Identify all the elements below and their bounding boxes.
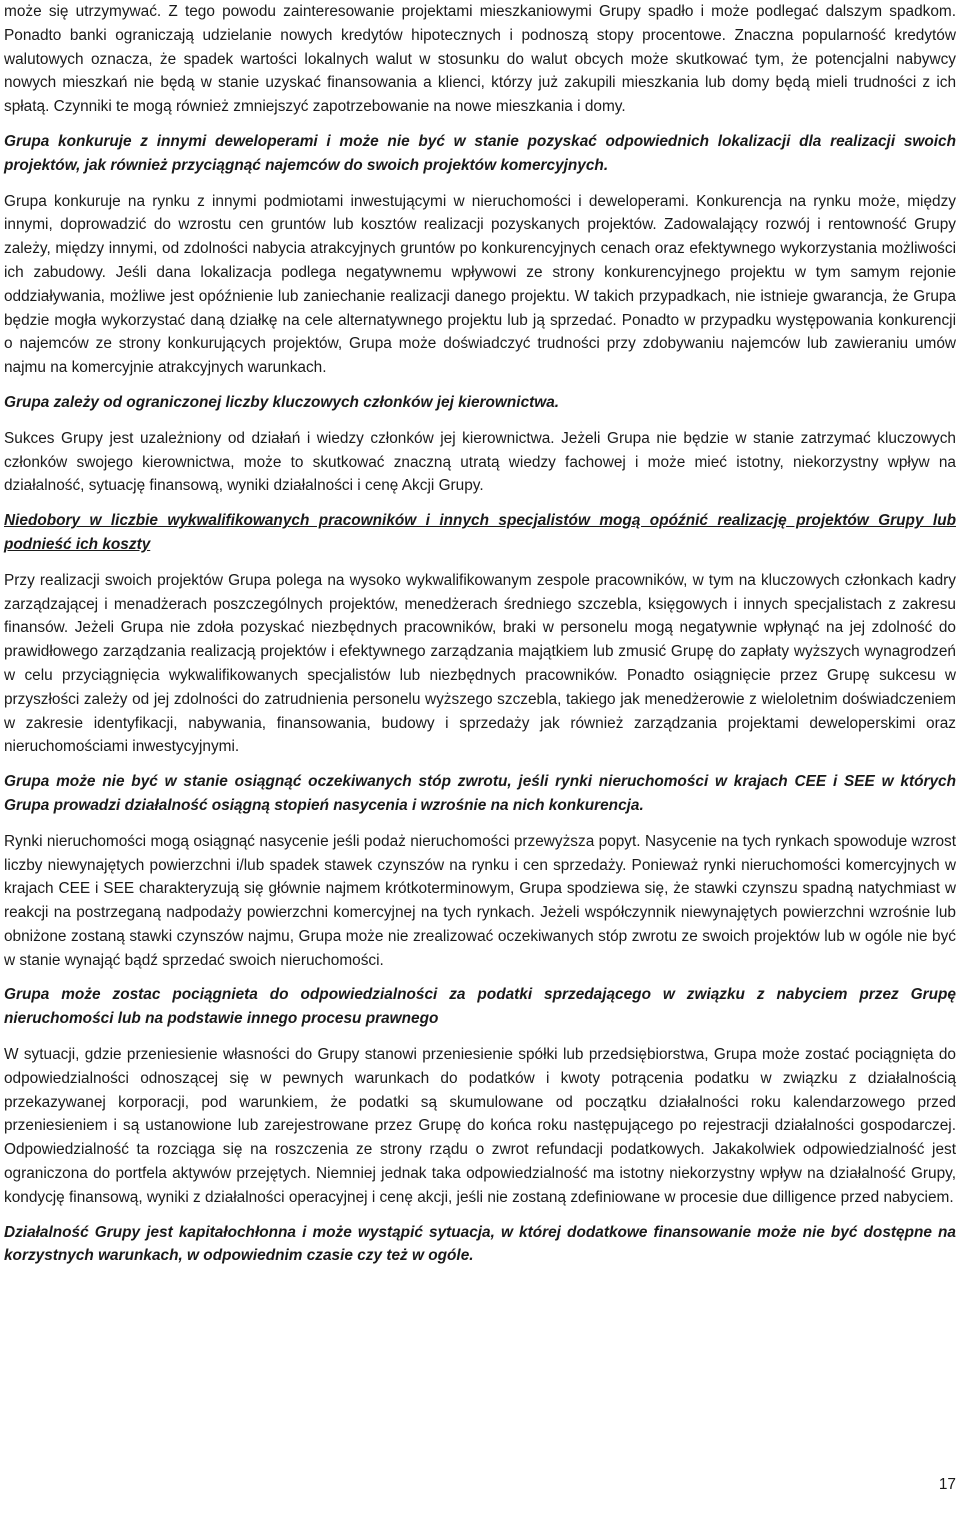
section-heading: Grupa może nie być w stanie osiągnąć oczekiwanych stóp zwrotu, jeśli rynki nieruchomości w krajach CEE i SEE w których Grupa prowadzi działalność osiągną stopień nasycenia i wzrośnie na nich konkurencja. [4, 773, 956, 814]
section-heading: Grupa zależy od ograniczonej liczby kluczowych członków jej kierownictwa. [4, 393, 560, 411]
document-page [4, 0, 956, 1280]
paragraph: Rynki nieruchomości mogą osiągnąć nasycenie jeśli podaż nieruchomości przewyższa popyt. Nasycenie na tych rynkach spowoduje wzrost liczby niewynajętych powierzchni i/lub spadek stawek czynszów na rynku i cen sprzedaży. Ponieważ rynki nieruchomości komercyjnych w krajach CEE i SEE charakteryzują się głównie najmem krótkoterminowym, Grupa spodziewa się, że stawki czynszu spadną natychmiast w reakcji na postrzeganą nadpodaży powierzchni komercyjnej na tych rynkach. Jeżeli współczynnik niewynajętych powierzchni wzrośnie lub obniżone zostaną stawki czynszów najmu, Grupa może nie zrealizować oczekiwanych stóp zwrotu ze swoich projektów lub w ogóle nie być w stanie wynająć bądź sprzedać swoich nieruchomości. [4, 832, 956, 969]
paragraph: Przy realizacji swoich projektów Grupa polega na wysoko wykwalifikowanym zespole pracowników, w tym na kluczowych członkach kadry zarządzającej i menadżerach poszczególnych projektów, menedżerach średniego szczebla, księgowych i innych specjalistach z zakresu finansów. Jeżeli Grupa nie zdoła pozyskać niezbędnych pracowników, braki w personelu mogą negatywnie wpłynąć na jej zdolność do prawidłowego zarządzania realizacją projektów i efektywnego zarządzania majątkiem lub zmusić Grupę do zapłaty wyższych wynagrodzeń w celu przyciągnięcia wykwalifikowanych specjalistów lub niezbędnych pracowników. Ponadto osiągnięcie przez Grupę sukcesu w przyszłości zależy od jej zdolności do zatrudnienia personelu wyższego szczebla, takiego jak menedżerowie z wieloletnim doświadczeniem w zakresie identyfikacji, nabywania, finansowania, budowy i sprzedaży jak również zarządzania projektami deweloperskimi oraz nieruchomościami inwestycyjnymi. [4, 571, 956, 756]
section-heading: Działalność Grupy jest kapitałochłonna i może wystąpić sytuacja, w której dodatkowe finansowanie może nie być dostępne na korzystnych warunkach, w odpowiednim czasie czy też w ogóle. [4, 1223, 956, 1265]
section-heading: Grupa konkuruje z innymi deweloperami i może nie być w stanie pozyskać odpowiednich lokalizacji dla realizacji swoich projektów, jak również przyciągnąć najemców do swoich projektów komercyjnych. [4, 132, 956, 174]
paragraph: może się utrzymywać. Z tego powodu zainteresowanie projektami mieszkaniowymi Grupy spadło i może podlegać dalszym spadkom. Ponadto banki ograniczają udzielanie nowych kredytów hipotecznych i podnoszą stopy procentowe. Znaczna popularność kredytów walutowych oznacza, że spadek wartości lokalnych walut w stosunku do walut obcych może skutkować tym, że potencjalni nabywcy nowych mieszkań nie będą w stanie uzyskać finansowania a klienci, którzy już zakupili mieszkania lub domy będą mieli trudności z ich spłatą. Czynniki te mogą również zmniejszyć zapotrzebowanie na nowe mieszkania i domy. [4, 3, 956, 116]
page-number: 17 [938, 1476, 956, 1493]
paragraph: Sukces Grupy jest uzależniony od działań i wiedzy członków jej kierownictwa. Jeżeli Grupa nie będzie w stanie zatrzymać kluczowych członków swojego kierownictwa, może to skutkować znaczną utratą wiedzy fachowej i może mieć istotny, niekorzystny wpływ na działalność, sytuację finansową, wyniki działalności i cenę Akcji Grupy. [4, 429, 956, 495]
section-heading: Niedobory w liczbie wykwalifikowanych pracowników i innych specjalistów mogą opóźnić realizację projektów Grupy lub podnieść ich koszty [4, 512, 956, 553]
paragraph: W sytuacji, gdzie przeniesienie własności do Grupy stanowi przeniesienie spółki lub przedsiębiorstwa, Grupa może zostać pociągnięta do odpowiedzialności odnoszącej się w pewnych warunkach do podatków i kwoty potrącenia podatku w związku z działalnością przekazywanej korporacji, pod warunkiem, że podatki są skumulowane od początku działalności roku kalendarzowego przed przeniesieniem i są ustanowione lub zarejestrowane przez Grupę do końca roku następującego po rejestracji działalności gospodarczej. Odpowiedzialność ta rozciąga się na roszczenia ze strony rządu o zwrot refundacji podatkowych. Jakakolwiek odpowiedzialność jest ograniczona do portfela aktywów przejętych. Niemniej jednak taka odpowiedzialność ma istotny niekorzystny wpływ na działalność Grupy, kondycję finansową, wyniki z działalności operacyjnej i cenę akcji, jeśli nie zostaną zdefiniowane w procesie due dilligence przed nabyciem. [4, 1046, 956, 1206]
paragraph: Grupa konkuruje na rynku z innymi podmiotami inwestującymi w nieruchomości i deweloperami. Konkurencja na rynku może, między innymi, doprowadzić do wzrostu cen gruntów lub kosztów realizacji pozyskanych projektów. Zadowalający rozwój i rentowność Grupy zależy, między innymi, od zdolności nabycia atrakcyjnych gruntów po konkurencyjnych cenach oraz efektywnego wykorzystania możliwości ich zabudowy. Jeśli dana lokalizacja podlega negatywnemu wpływowi ze strony konkurencyjnego projektu w tym samym rejonie oddziaływania, możliwe jest opóźnienie lub zaniechanie realizacji danego projektu. W takich przypadkach, nie istnieje gwarancja, że Grupa będzie mogła wykorzystać daną działkę na cele alternatywnego projektu lub ją sprzedać. Ponadto w przypadku występowania konkurencji o najemców ze strony konkurujących projektów, Grupa może doświadczyć trudności przy zdobywaniu najemców lub zawieraniu umów najmu na komercyjnie atrakcyjnych warunkach. [4, 192, 956, 377]
section-heading: Grupa może zostac pociągnieta do odpowiedzialności za podatki sprzedającego w związku z nabyciem przez Grupę nieruchomości lub na podstawie innego procesu prawnego [4, 986, 956, 1028]
